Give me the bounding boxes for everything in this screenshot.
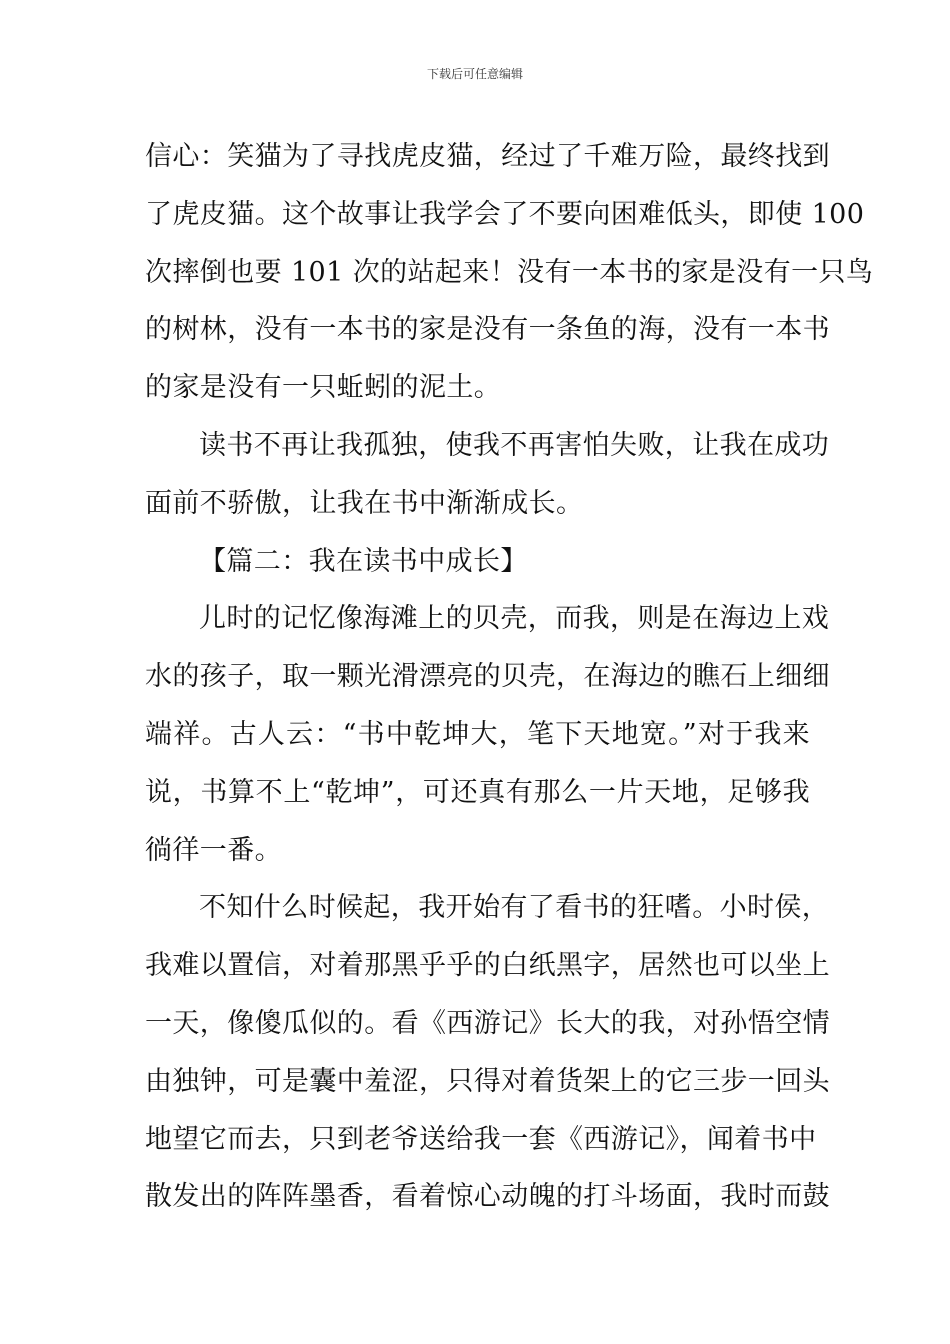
text-line: 信心：笑猫为了寻找虎皮猫，经过了千难万险，最终找到 (145, 141, 830, 172)
text-line: 了虎皮猫。这个故事让我学会了不要向困难低头，即使 100 (145, 198, 865, 230)
text-line: 徜徉一番。 (145, 834, 282, 866)
section-heading: 【篇二：我在读书中成长】 (199, 545, 528, 577)
text-line: 的树林，没有一本书的家是没有一条鱼的海，没有一本书 (145, 314, 830, 346)
page-header-caption: 下载后可任意编辑 (426, 67, 523, 81)
text-line: 散发出的阵阵墨香，看着惊心动魄的打斗场面，我时而鼓 (145, 1181, 830, 1213)
paragraph-first-line: 儿时的记忆像海滩上的贝壳，而我，则是在海边上戏 (199, 603, 830, 635)
text-line: 说，书算不上“乾坤”，可还真有那么一片天地，足够我 (145, 776, 810, 808)
text-line: 次摔倒也要 101 次的站起来！没有一本书的家是没有一只鸟 (145, 256, 874, 288)
text-line: 水的孩子，取一颗光滑漂亮的贝壳，在海边的瞧石上细细 (145, 661, 830, 693)
text-line: 一天，像傻瓜似的。看《西游记》长大的我，对孙悟空情 (145, 1007, 830, 1039)
paragraph-first-line: 不知什么时候起，我开始有了看书的狂嗜。小时侯， (199, 892, 830, 924)
paragraph-first-line: 读书不再让我孤独，使我不再害怕失败，让我在成功 (199, 429, 830, 461)
text-line: 我难以置信，对着那黑乎乎的白纸黑字，居然也可以坐上 (145, 950, 830, 982)
text-line: 由独钟，可是囊中羞涩，只得对着货架上的它三步一回头 (145, 1065, 830, 1097)
text-line: 端祥。古人云：“书中乾坤大，笔下天地宽。”对于我来 (145, 718, 810, 750)
document-body (145, 128, 874, 1226)
text-line: 面前不骄傲，让我在书中渐渐成长。 (145, 487, 584, 519)
text-line: 地望它而去，只到老爷送给我一套《西游记》，闻着书中 (145, 1123, 817, 1155)
text-line: 的家是没有一只蚯蚓的泥土。 (145, 372, 502, 404)
